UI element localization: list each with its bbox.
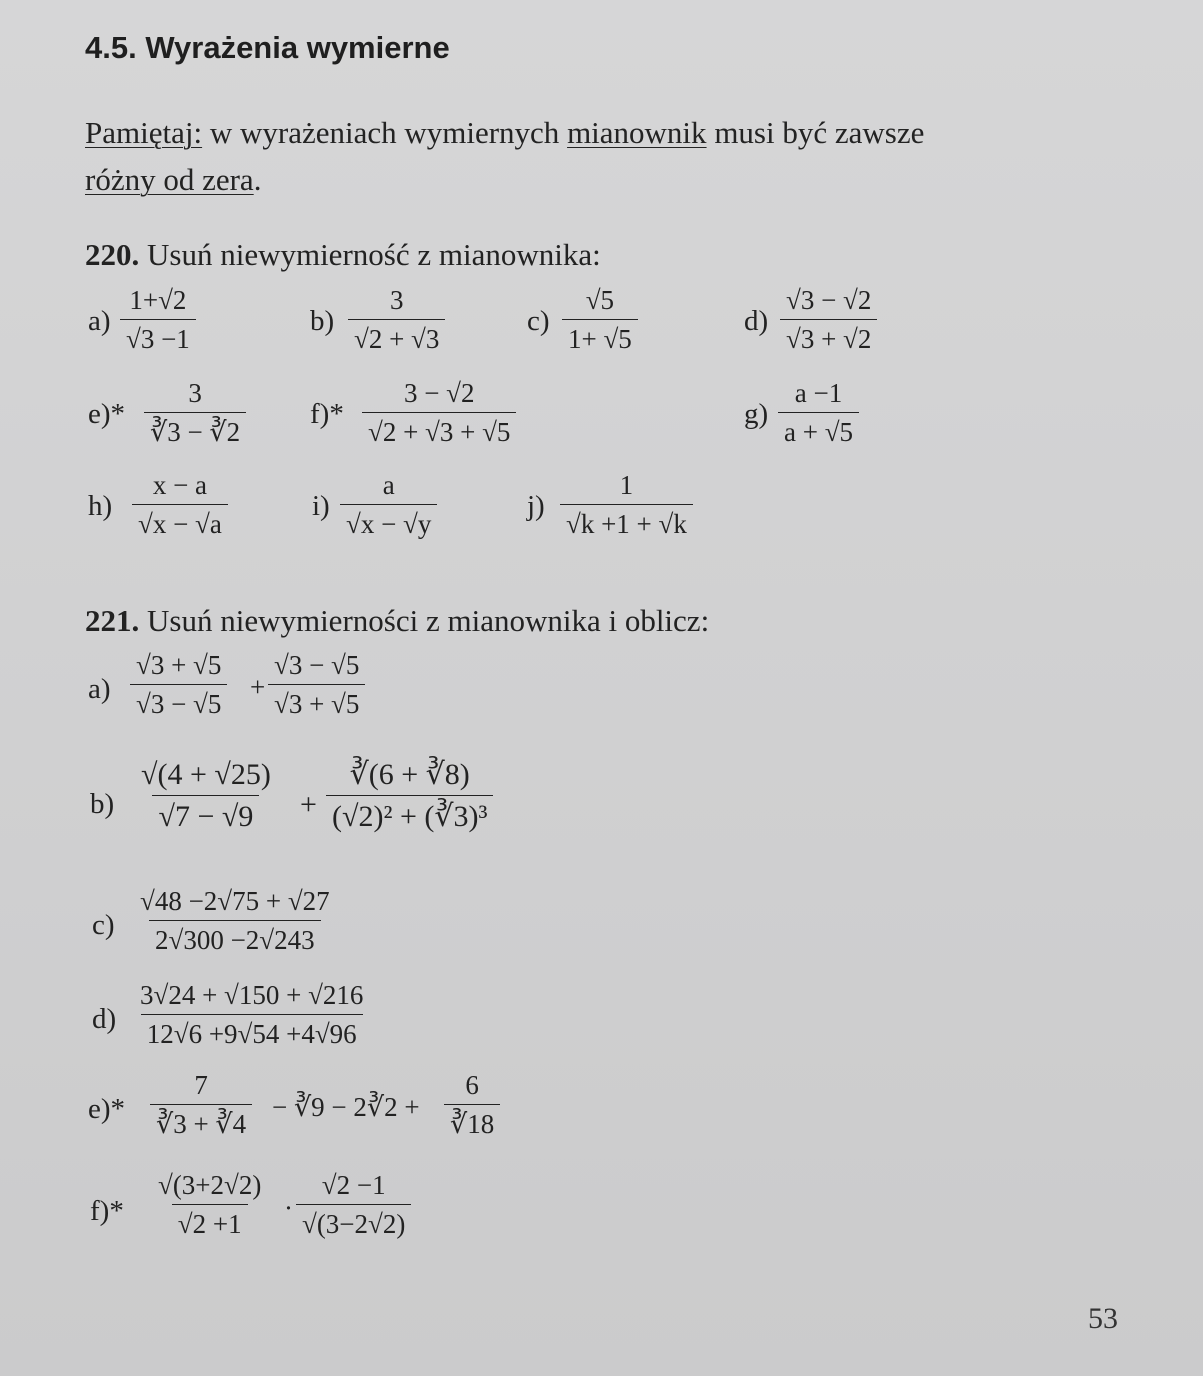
- reminder-line-2: [85, 162, 261, 198]
- ex221-f-f2-numerator: √2 −1: [321, 1170, 386, 1200]
- ex221-e-f1-denominator: ∛3 + ∛4: [150, 1104, 252, 1138]
- ex220-h-fraction: [132, 472, 228, 538]
- ex220-e-label: e)*: [88, 398, 126, 430]
- ex220-i-numerator: a: [382, 470, 395, 500]
- ex220-i-fraction: [340, 472, 437, 538]
- exercise-221-heading: [85, 603, 709, 639]
- ex221-b-f1-numerator: √(4 + √25): [141, 758, 271, 791]
- exercise-220-number: 220.: [85, 237, 140, 272]
- ex220-c-fraction: [562, 287, 638, 353]
- ex220-f-numerator: 3 − √2: [403, 378, 475, 408]
- ex221-a-fraction-2: [268, 652, 365, 718]
- ex221-b-fraction-2: [326, 760, 493, 832]
- section-title: 4.5. Wyrażenia wymierne: [85, 30, 450, 65]
- ex221-e-fraction-2: [444, 1072, 500, 1138]
- ex220-g-fraction: [778, 380, 859, 446]
- page-number: 53: [1088, 1302, 1118, 1335]
- ex221-e-f1-numerator: 7: [194, 1070, 208, 1100]
- ex220-b-fraction: [348, 287, 445, 353]
- ex220-j-fraction: [560, 472, 693, 538]
- ex220-j-label: j): [527, 490, 545, 522]
- reminder-text-before: w wyrażeniach wymiernych: [202, 115, 568, 150]
- ex220-d-numerator: √3 − √2: [786, 285, 872, 315]
- ex220-c-denominator: 1+ √5: [562, 319, 638, 353]
- ex221-f-f2-denominator: √(3−2√2): [296, 1204, 411, 1238]
- ex221-b-f1-denominator: √7 − √9: [152, 795, 259, 832]
- ex221-d-numerator: 3√24 + √150 + √216: [140, 980, 364, 1010]
- ex221-a-operator: +: [250, 672, 266, 702]
- exercise-221-instruction: Usuń niewymierności z mianownika i oblicz:: [139, 603, 710, 638]
- ex221-d-label: d): [92, 1003, 117, 1035]
- ex220-a-fraction: [120, 287, 196, 353]
- ex220-g-label: g): [744, 398, 769, 430]
- ex221-b-operator: +: [300, 788, 317, 821]
- reminder-underlined-word: mianownik: [567, 115, 707, 150]
- ex220-h-denominator: √x − √a: [132, 504, 228, 538]
- ex221-a-fraction-1: [130, 652, 227, 718]
- ex221-b-fraction-1: [135, 760, 277, 832]
- ex220-e-denominator: ∛3 − ∛2: [144, 412, 246, 446]
- ex221-e-middle-terms: − ∛9 − 2∛2 +: [272, 1092, 420, 1122]
- ex221-d-denominator: 12√6 +9√54 +4√96: [141, 1014, 363, 1048]
- ex221-f-operator: ·: [284, 1193, 293, 1223]
- ex220-a-denominator: √3 −1: [120, 319, 196, 353]
- ex221-c-numerator: √48 −2√75 + √27: [140, 886, 330, 916]
- ex221-c-label: c): [92, 909, 115, 941]
- ex220-i-denominator: √x − √y: [340, 504, 437, 538]
- ex221-a-f2-numerator: √3 − √5: [274, 650, 360, 680]
- ex220-b-denominator: √2 + √3: [348, 319, 445, 353]
- ex221-f-f1-numerator: √(3+2√2): [158, 1170, 262, 1200]
- ex221-f-fraction-1: [152, 1172, 267, 1238]
- ex220-f-label: f)*: [310, 398, 344, 430]
- ex221-c-fraction: [134, 888, 336, 954]
- ex220-e-fraction: [144, 380, 246, 446]
- ex220-f-fraction: [362, 380, 516, 446]
- ex221-e-fraction-1: [150, 1072, 252, 1138]
- ex220-j-numerator: 1: [619, 470, 634, 500]
- ex221-b-label: b): [90, 788, 115, 820]
- ex220-e-numerator: 3: [188, 378, 202, 408]
- ex221-b-f2-numerator: ∛(6 + ∛8): [349, 758, 470, 791]
- ex220-h-numerator: x − a: [152, 470, 208, 500]
- ex220-c-numerator: √5: [585, 285, 615, 315]
- ex220-c-label: c): [527, 305, 550, 337]
- ex221-f-label: f)*: [90, 1195, 124, 1227]
- ex221-f-f1-denominator: √2 +1: [172, 1204, 248, 1238]
- ex220-b-numerator: 3: [389, 285, 404, 315]
- ex221-d-fraction: [134, 982, 369, 1048]
- reminder-text-after: musi być zawsze: [706, 115, 925, 150]
- exercise-220-heading: [85, 237, 601, 273]
- reminder-line-1: [85, 115, 924, 151]
- ex221-e-label: e)*: [88, 1093, 126, 1125]
- ex221-b-f2-denominator: (√2)² + (∛3)³: [326, 795, 493, 832]
- ex221-a-f2-denominator: √3 + √5: [268, 684, 365, 718]
- ex221-f-fraction-2: [296, 1172, 411, 1238]
- ex220-f-denominator: √2 + √3 + √5: [362, 412, 516, 446]
- exercise-220-instruction: Usuń niewymierność z mianownika:: [139, 237, 601, 272]
- reminder-period: .: [253, 162, 262, 197]
- exercise-221-number: 221.: [85, 603, 140, 638]
- ex220-a-numerator: 1+√2: [129, 285, 187, 315]
- reminder-label: Pamiętaj:: [85, 115, 203, 150]
- ex220-d-fraction: [780, 287, 877, 353]
- ex221-a-label: a): [88, 673, 111, 705]
- ex220-i-label: i): [312, 490, 330, 522]
- ex220-d-label: d): [744, 305, 769, 337]
- ex221-a-f1-denominator: √3 − √5: [130, 684, 227, 718]
- ex220-h-label: h): [88, 490, 113, 522]
- ex221-e-f2-numerator: 6: [465, 1070, 479, 1100]
- ex220-g-numerator: a −1: [794, 378, 843, 408]
- ex220-a-label: a): [88, 305, 111, 337]
- ex221-e-f2-denominator: ∛18: [444, 1104, 500, 1138]
- ex221-a-f1-numerator: √3 + √5: [136, 650, 222, 680]
- ex220-b-label: b): [310, 305, 335, 337]
- ex221-c-denominator: 2√300 −2√243: [149, 920, 321, 954]
- ex220-d-denominator: √3 + √2: [780, 319, 877, 353]
- reminder-line2-text: różny od zera: [85, 162, 254, 197]
- ex220-j-denominator: √k +1 + √k: [560, 504, 693, 538]
- ex220-g-denominator: a + √5: [778, 412, 859, 446]
